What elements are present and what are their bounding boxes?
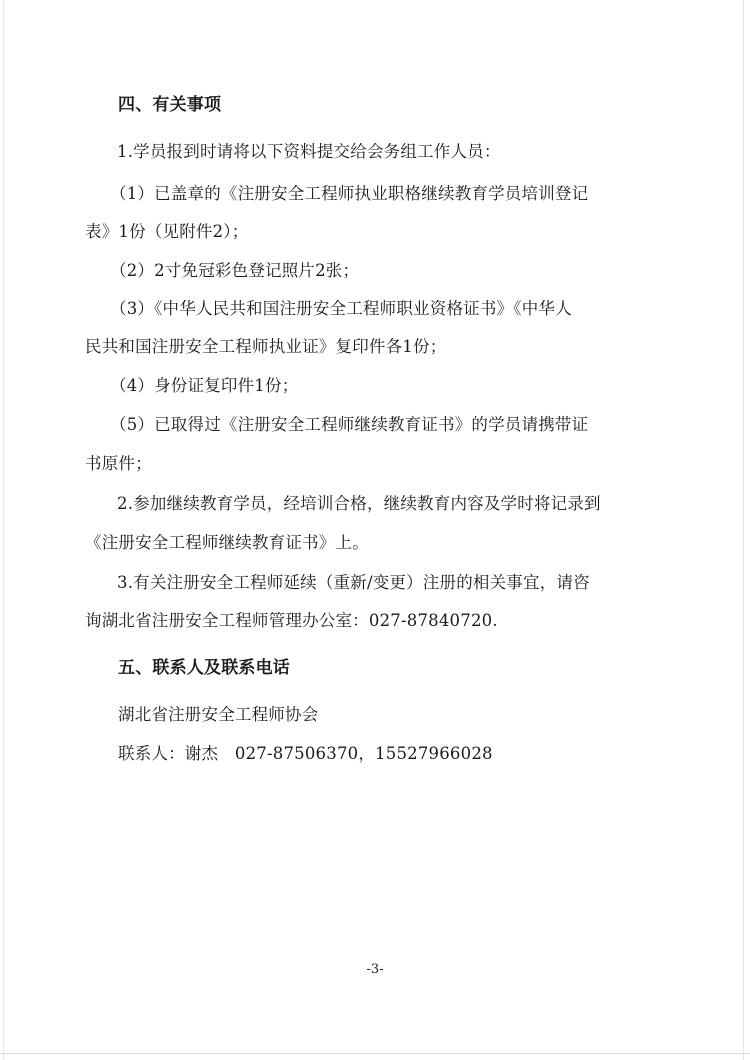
item-1-sub-5-line-1: （5）已取得过《注册安全工程师继续教育证书》的学员请携带证 xyxy=(110,415,589,434)
section-4-heading: 四、有关事项 xyxy=(118,95,222,115)
item-3-line-1: 3.有关注册安全工程师延续（重新/变更）注册的相关事宜，请咨 xyxy=(117,573,590,592)
section-5-heading: 五、联系人及联系电话 xyxy=(118,658,290,678)
item-1-sub-3-line-1: （3）《中华人民共和国注册安全工程师职业资格证书》《中华人 xyxy=(110,299,572,318)
scan-edge-right xyxy=(743,0,744,1060)
item-1-sub-1-line-2: 表》1份（见附件2）； xyxy=(85,222,249,241)
item-1-sub-4: （4）身份证复印件1份； xyxy=(110,376,299,395)
item-1-sub-2: （2）2寸免冠彩色登记照片2张； xyxy=(110,261,360,280)
item-2-line-2: 《注册安全工程师继续教育证书》上。 xyxy=(85,533,369,552)
contact-person: 联系人：谢杰 027-87506370，15527966028 xyxy=(118,744,493,763)
item-3-line-2: 询湖北省注册安全工程师管理办公室：027-87840720. xyxy=(85,611,498,630)
scan-edge-left xyxy=(3,0,4,1060)
item-1-sub-1-line-1: （1）已盖章的《注册安全工程师执业职格继续教育学员培训登记 xyxy=(110,184,589,203)
item-2-line-1: 2.参加继续教育学员，经培训合格，继续教育内容及学时将记录到 xyxy=(117,494,601,513)
item-1-intro: 1.学员报到时请将以下资料提交给会务组工作人员： xyxy=(117,142,501,161)
page-number: -3- xyxy=(366,962,384,977)
item-1-sub-3-line-2: 民共和国注册安全工程师执业证》复印件各1份； xyxy=(85,337,447,356)
contact-organization: 湖北省注册安全工程师协会 xyxy=(118,705,319,724)
item-1-sub-5-line-2: 书原件； xyxy=(85,454,152,473)
scan-edge-bottom xyxy=(0,1053,750,1054)
